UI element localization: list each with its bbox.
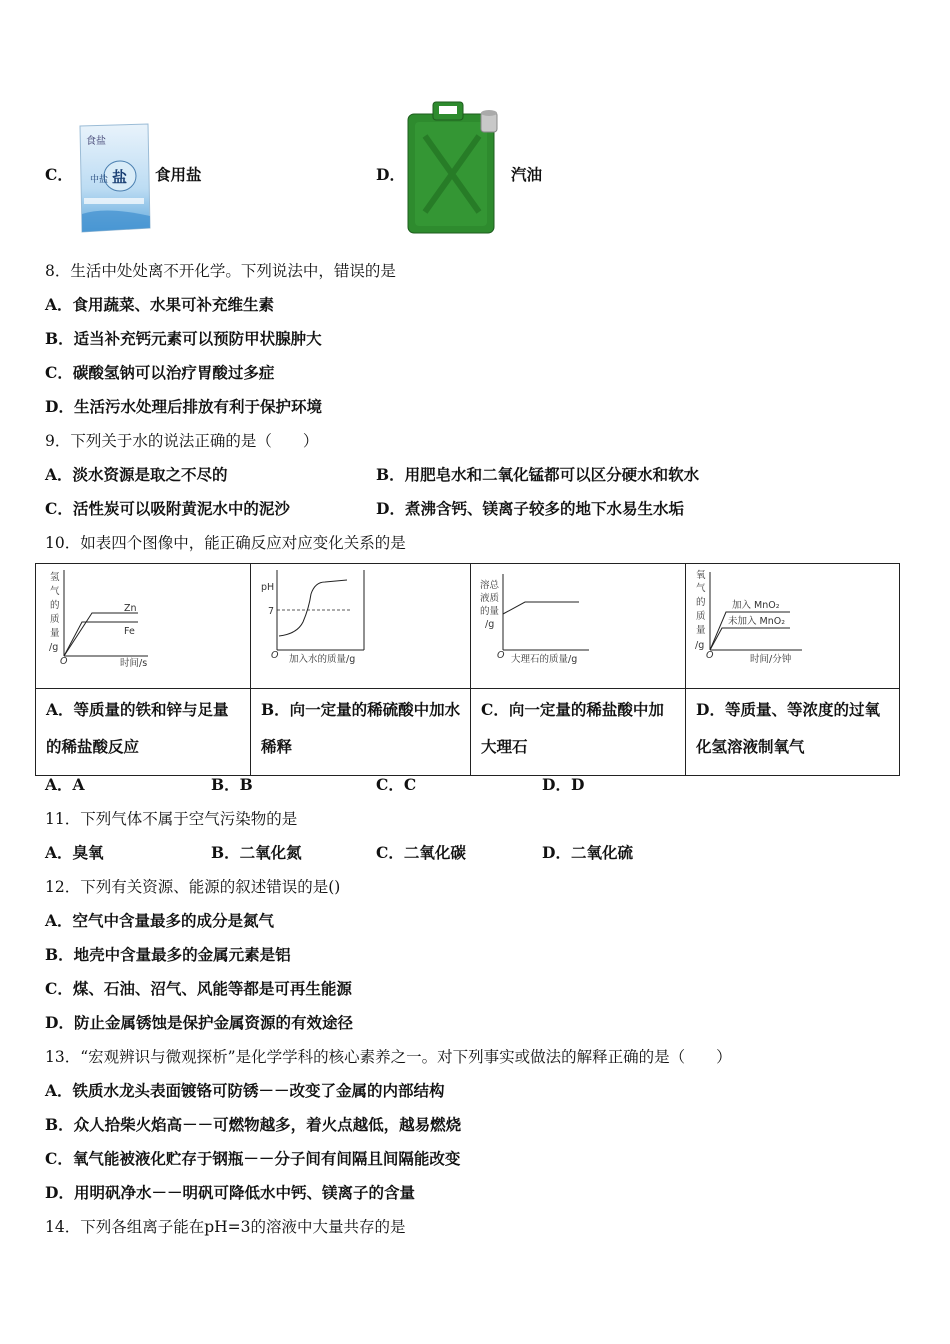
graph-d-origin: O bbox=[706, 650, 714, 661]
q8-option-c: C．碳酸氢钠可以治疗胃酸过多症 bbox=[45, 363, 275, 382]
graph-b-origin: O bbox=[271, 650, 279, 661]
salt-brand-text: 中盐 bbox=[90, 175, 109, 185]
graph-a-cell bbox=[36, 564, 251, 689]
q11-option-a: A．臭氧 bbox=[45, 843, 104, 862]
graph-c-line bbox=[503, 602, 579, 614]
q8-option-b: B．适当补充钙元素可以预防甲状腺肿大 bbox=[45, 329, 322, 348]
graph-d-description: D．等质量、等浓度的过氧化氢溶液制氧气 bbox=[686, 689, 900, 776]
q9-option-c: C．活性炭可以吸附黄泥水中的泥沙 bbox=[45, 499, 290, 518]
q8-stem: 8．生活中处处离不开化学。下列说法中，错误的是 bbox=[45, 262, 396, 280]
q11-option-c: C．二氧化碳 bbox=[376, 843, 466, 862]
option-c-label: 食用盐 bbox=[155, 165, 202, 184]
graph-a-ylabel-0: 氢 bbox=[50, 572, 60, 583]
graph-a-ylabel-5: /g bbox=[49, 642, 59, 653]
graph-c-ylabel-0: 溶总 bbox=[480, 580, 500, 591]
graph-a-ylabel-1: 气 bbox=[50, 586, 60, 597]
graph-d-cell bbox=[686, 564, 900, 689]
graph-b-xlabel: 加入水的质量/g bbox=[289, 654, 356, 665]
graph-d bbox=[686, 564, 899, 684]
graph-d-ylabel-4: 量 bbox=[696, 625, 706, 636]
q8-option-d: D．生活污水处理后排放有利于保护环境 bbox=[45, 397, 322, 416]
q9-option-b: B．用肥皂水和二氧化锰都可以区分硬水和软水 bbox=[376, 465, 700, 484]
graph-d-ylabel-3: 质 bbox=[696, 611, 706, 622]
graph-a-ylabel-2: 的 bbox=[50, 600, 60, 611]
graph-c-description: C．向一定量的稀盐酸中加大理石 bbox=[471, 689, 686, 776]
q9-option-d: D．煮沸含钙、镁离子较多的地下水易生水垢 bbox=[376, 499, 684, 518]
q13-stem: 13．“宏观辨识与微观探析”是化学学科的核心素养之一。对下列事实或做法的解释正确的是（ ） bbox=[45, 1048, 732, 1066]
q8-option-a: A．食用蔬菜、水果可补充维生素 bbox=[45, 295, 275, 314]
graph-c-ylabel-2: 的量 bbox=[480, 606, 500, 617]
graph-c-cell bbox=[471, 564, 686, 689]
graph-a-description: A．等质量的铁和锌与足量的稀盐酸反应 bbox=[36, 689, 251, 776]
q11-option-b: B．二氧化氮 bbox=[211, 843, 302, 862]
q9-stem: 9．下列关于水的说法正确的是（ ） bbox=[45, 432, 319, 450]
q13-option-c: C．氧气能被液化贮存于钢瓶－－分子间有间隔且间隔能改变 bbox=[45, 1149, 461, 1168]
q12-option-d: D．防止金属锈蚀是保护金属资源的有效途径 bbox=[45, 1013, 353, 1032]
q10-option-d: D．D bbox=[542, 775, 585, 794]
q10-graph-table bbox=[35, 563, 900, 776]
gasoline-can-image bbox=[405, 100, 500, 235]
svg-text:盐: 盐 bbox=[112, 168, 128, 186]
graph-a-zn-label: Zn bbox=[124, 603, 137, 614]
q12-option-a: A．空气中含量最多的成分是氮气 bbox=[45, 911, 275, 930]
graph-d-no-mno2-line bbox=[710, 628, 790, 650]
q13-option-d: D．用明矾净水－－明矾可降低水中钙、镁离子的含量 bbox=[45, 1183, 415, 1202]
q10-option-c: C．C bbox=[376, 775, 417, 794]
graph-b-ylabel: pH bbox=[261, 582, 275, 593]
graph-d-mno2-label: 加入 MnO₂ bbox=[732, 600, 780, 611]
graph-a-fe-label: Fe bbox=[124, 626, 135, 637]
option-d-label: 汽油 bbox=[511, 165, 543, 184]
q10-stem: 10．如表四个图像中，能正确反应对应变化关系的是 bbox=[45, 534, 406, 552]
graph-b bbox=[251, 564, 470, 684]
graph-c-ylabel-1: 液质 bbox=[480, 593, 500, 604]
q10-option-a: A．A bbox=[45, 775, 85, 794]
graph-c bbox=[471, 564, 685, 684]
salt-package-image bbox=[76, 122, 152, 234]
q13-option-b: B．众人拾柴火焰高－－可燃物越多，着火点越低，越易燃烧 bbox=[45, 1115, 462, 1134]
graph-a-ylabel-3: 质 bbox=[50, 614, 60, 625]
graph-b-tick-7: 7 bbox=[268, 606, 275, 617]
salt-package-text: 食盐 bbox=[86, 136, 106, 147]
q10-option-b: B．B bbox=[211, 775, 253, 794]
graph-a-origin: O bbox=[60, 656, 68, 667]
graph-d-xlabel: 时间/分钟 bbox=[750, 654, 792, 665]
q11-option-d: D．二氧化硫 bbox=[542, 843, 633, 862]
q12-stem: 12．下列有关资源、能源的叙述错误的是() bbox=[45, 878, 341, 896]
graph-a-ylabel-4: 量 bbox=[50, 628, 60, 639]
graph-d-ylabel-5: /g bbox=[695, 640, 705, 651]
q12-option-b: B．地壳中含量最多的金属元素是铝 bbox=[45, 945, 291, 964]
q12-option-c: C．煤、石油、沼气、风能等都是可再生能源 bbox=[45, 979, 352, 998]
graph-b-ph-curve bbox=[279, 580, 347, 636]
graph-a-xlabel: 时间/s bbox=[120, 658, 148, 669]
graph-d-ylabel-1: 气 bbox=[696, 583, 706, 594]
graph-c-origin: O bbox=[497, 650, 505, 661]
q9-option-a: A．淡水资源是取之不尽的 bbox=[45, 465, 228, 484]
graph-b-description: B．向一定量的稀硫酸中加水稀释 bbox=[251, 689, 471, 776]
option-c-letter: C． bbox=[45, 165, 73, 184]
q11-stem: 11．下列气体不属于空气污染物的是 bbox=[45, 810, 298, 828]
graph-d-ylabel-0: 氧 bbox=[696, 570, 706, 581]
graph-a bbox=[36, 564, 250, 684]
option-d-letter: D． bbox=[376, 165, 405, 184]
graph-c-xlabel: 大理石的质量/g bbox=[511, 654, 578, 665]
graph-d-no-mno2-label: 未加入 MnO₂ bbox=[728, 616, 786, 627]
q13-option-a: A．铁质水龙头表面镀铬可防锈－－改变了金属的内部结构 bbox=[45, 1081, 445, 1100]
graph-b-cell bbox=[251, 564, 471, 689]
q14-stem: 14．下列各组离子能在pH=3的溶液中大量共存的是 bbox=[45, 1218, 406, 1236]
graph-d-ylabel-2: 的 bbox=[696, 597, 706, 608]
graph-c-ylabel-3: /g bbox=[485, 619, 495, 630]
